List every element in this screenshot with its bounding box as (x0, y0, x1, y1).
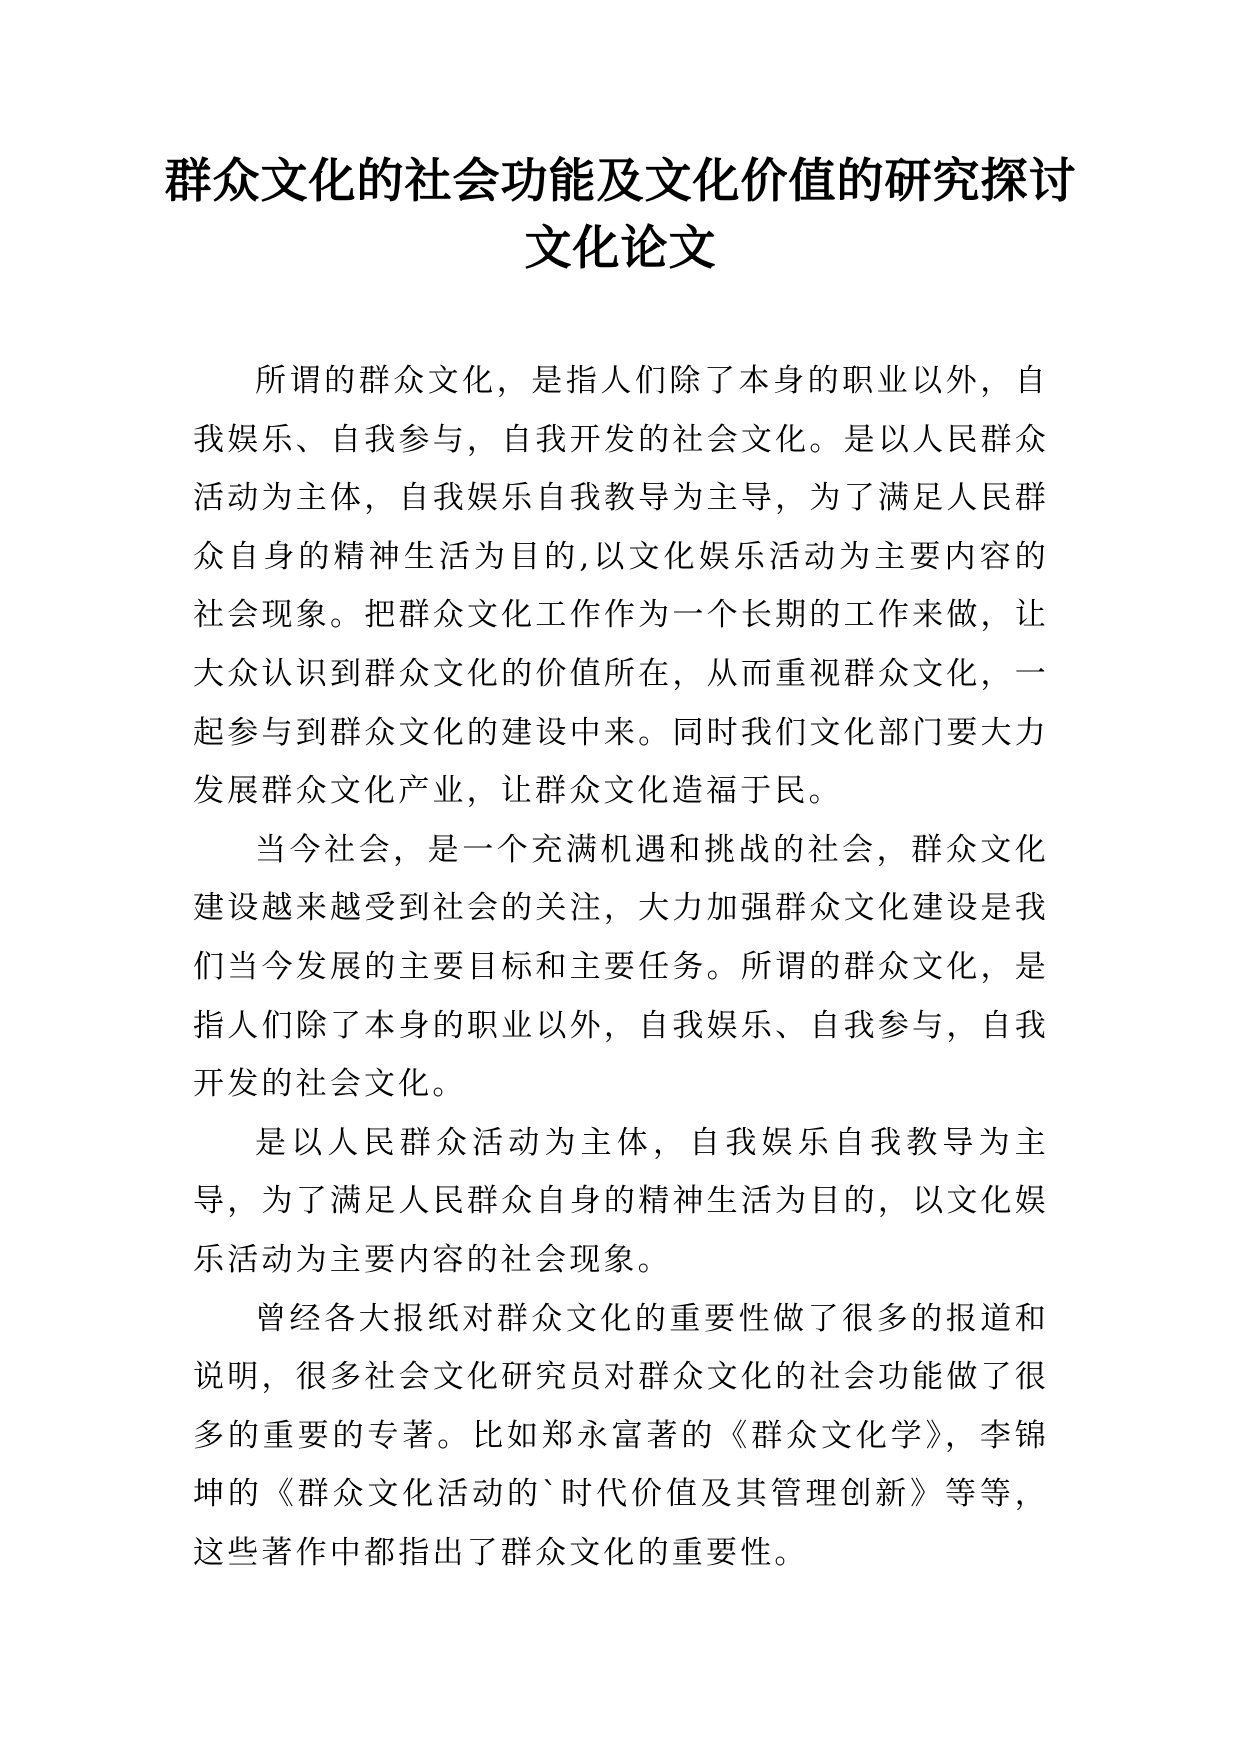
document-body (193, 352, 1049, 1582)
paragraph: 曾经各大报纸对群众文化的重要性做了很多的报道和说明，很多社会文化研究员对群众文化的社会功能做了很多的重要的专著。比如郑永富著的《群众文化学》，李锦坤的《群众文化活动的`时代价值及其管理创新》等等，这些著作中都指出了群众文化的重要性。 (193, 1300, 1049, 1571)
paragraph: 当今社会，是一个充满机遇和挑战的社会，群众文化建设越来越受到社会的关注，大力加强群众文化建设是我们当今发展的主要目标和主要任务。所谓的群众文化，是指人们除了本身的职业以外，自我娱乐、自我参与，自我开发的社会文化。 (193, 831, 1049, 1103)
paragraph: 所谓的群众文化，是指人们除了本身的职业以外，自我娱乐、自我参与，自我开发的社会文化。是以人民群众活动为主体，自我娱乐自我教导为主导，为了满足人民群众自身的精神生活为目的,以文化娱乐活动为主要内容的社会现象。把群众文化工作作为一个长期的工作来做，让大众认识到群众文化的价值所在，从而重视群众文化，一起参与到群众文化的建设中来。同时我们文化部门要大力发展群众文化产业，让群众文化造福于民。 (193, 363, 1049, 810)
paragraph: 是以人民群众活动为主体，自我娱乐自我教导为主导，为了满足人民群众自身的精神生活为目的，以文化娱乐活动为主要内容的社会现象。 (193, 1124, 1049, 1278)
document-title: 群众文化的社会功能及文化价值的研究探讨文化论文 (164, 154, 1077, 276)
